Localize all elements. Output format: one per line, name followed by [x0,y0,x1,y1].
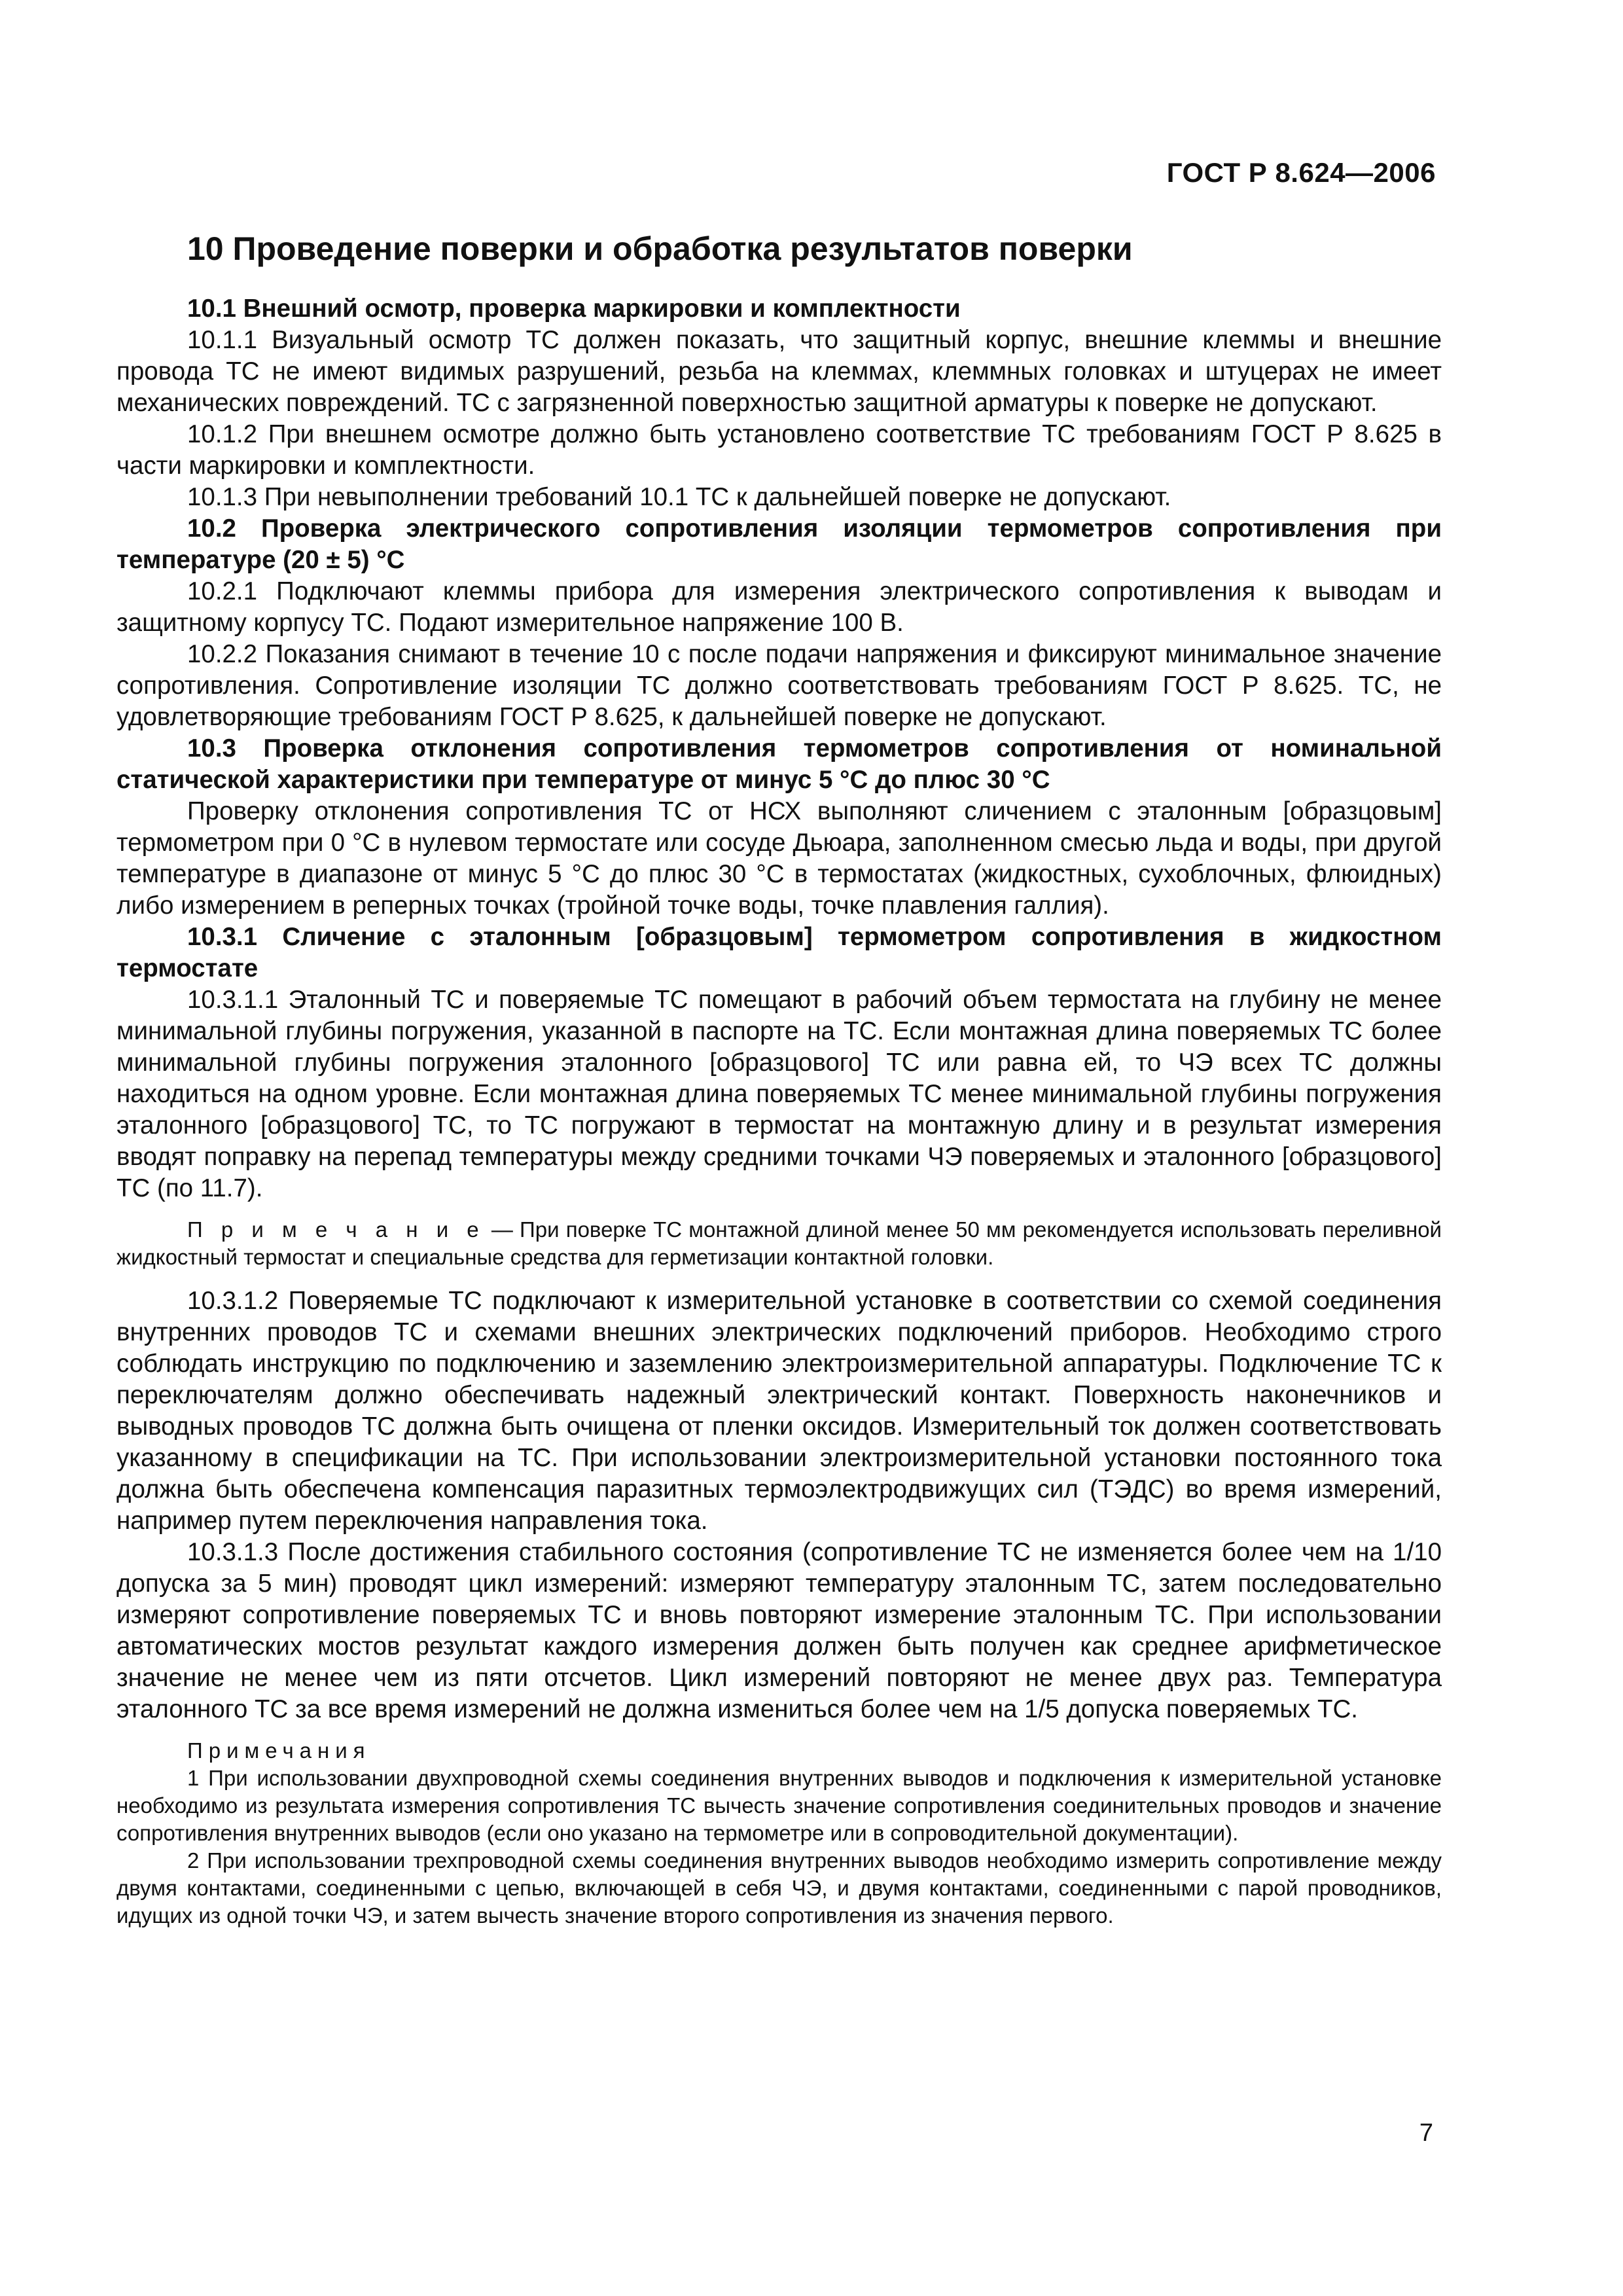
note-item-1: 1 При использовании двухпроводной схемы соединения внутренних выводов и подключения к измерительной установке необходимо из результата измерения сопротивления ТС вычесть значение сопротивления соединительных проводов и значение сопротивления внутренних выводов (если оно указано на термометре или в сопроводительной документации). [116,1766,1442,1845]
paragraph-10-3: Проверку отклонения сопротивления ТС от НСХ выполняют сличением с эталонным [образцовым] термометром при 0 °С в нулевом термостате или сосуде Дьюара, заполненном смесью льда и воды, при другой температуре в диапазоне от минус 5 °С до плюс 30 °С в термостатах (жидкостных, сухоблочных, флюидных) либо измерением в реперных точках (тройной точке воды, точке плавления галлия). [116,797,1442,920]
note-block [116,1216,1442,1271]
standard-code: ГОСТ Р 8.624—2006 [1166,157,1436,188]
paragraph-10-2-2: 10.2.2 Показания снимают в течение 10 с после подачи напряжения и фиксируют минимальное значение сопротивления. Сопротивление изоляции ТС должно соответствовать требованиям ГОСТ Р 8.625. ТС, не удовлетворяющие требованиям ГОСТ Р 8.625, к дальнейшей поверке не допускают. [116,640,1442,731]
note-label: П р и м е ч а н и е [187,1217,485,1242]
paragraph-10-2-1: 10.2.1 Подключают клеммы прибора для измерения электрического сопротивления к выводам и защитному корпусу ТС. Подают измерительное напряжение 100 В. [116,577,1442,637]
page-number: 7 [1419,2119,1433,2147]
subsection-10-2-title: 10.2 Проверка электрического сопротивления изоляции термометров сопротивления при температуре (20 ± 5) °С [116,514,1442,574]
paragraph-10-3-1-1: 10.3.1.1 Эталонный ТС и поверяемые ТС помещают в рабочий объем термостата на глубину не менее минимальной глубины погружения, указанной в паспорте на ТС. Если монтажная длина поверяемых ТС более минимальной глубины погружения эталонного [образцового] ТС или равна ей, то ЧЭ всех ТС должны находиться на одном уровне. Если монтажная длина поверяемых ТС менее минимальной глубины погружения эталонного [образцового] ТС, то ТС погружают в термостат на монтажную длину и в результат измерения вводят поправку на перепад температуры между средними точками ЧЭ поверяемых и эталонного [образцового] ТС (по 11.7). [116,986,1442,1202]
note-paragraph [116,1216,1442,1271]
subsection-10-1-title: 10.1 Внешний осмотр, проверка маркировки и комплектности [187,295,961,323]
note-item-2: 2 При использовании трехпроводной схемы соединения внутренних выводов необходимо измерить сопротивление между двумя контактами, соединенными с цепью, включающей в себя ЧЭ, и двумя контактами, соединенными с парой проводников, идущих из одной точки ЧЭ, и затем вычесть значение второго сопротивления из значения первого. [116,1848,1442,1928]
notes-title: Примечания [187,1738,371,1763]
note-text: — При поверке ТС монтажной длиной менее 50 мм рекомендуется использовать переливной жидкостный термостат и специальные средства для герметизации контактной головки. [116,1217,1442,1269]
paragraph-10-1-3: 10.1.3 При невыполнении требований 10.1 ТС к дальнейшей поверке не допускают. [187,483,1171,511]
paragraph-10-3-1-2: 10.3.1.2 Поверяемые ТС подключают к измерительной установке в соответствии со схемой соединения внутренних проводов ТС и схемами внешних электрических подключений приборов. Необходимо строго соблюдать инструкцию по подключению и заземлению электроизмерительной аппаратуры. Подключение ТС к переключателям должно обеспечивать надежный электрический контакт. Поверхность наконечников и выводных проводов ТС должна быть очищена от пленки оксидов. Измерительный ток должен соответствовать указанному в спецификации на ТС. При использовании электроизмерительной установки постоянного тока должна быть обеспечена компенсация паразитных термоэлектродвижущих сил (ТЭДС) во время измерений, например путем переключения направления тока. [116,1287,1442,1535]
subsection-10-3-title: 10.3 Проверка отклонения сопротивления термометров сопротивления от номинальной статической характеристики при температуре от минус 5 °С до плюс 30 °С [116,734,1442,794]
paragraph-10-1-1: 10.1.1 Визуальный осмотр ТС должен показать, что защитный корпус, внешние клеммы и внешние провода ТС не имеют видимых разрушений, резьба на клеммах, клеммных головках и штуцерах не имеет механических повреждений. ТС с загрязненной поверхностью защитной арматуры к поверке не допускают. [116,326,1442,417]
paragraph-10-1-2: 10.1.2 При внешнем осмотре должно быть установлено соответствие ТС требованиям ГОСТ Р 8.625 в части маркировки и комплектности. [116,420,1442,480]
subsection-10-3-1-title: 10.3.1 Сличение с эталонным [образцовым] термометром сопротивления в жидкостном термостате [116,923,1442,982]
document-body [116,229,1442,1929]
section-title: 10 Проведение поверки и обработка результатов поверки [187,230,1133,267]
paragraph-10-3-1-3: 10.3.1.3 После достижения стабильного состояния (сопротивление ТС не изменяется более чем на 1/10 допуска за 5 мин) проводят цикл измерений: измеряют температуру эталонным ТС, затем последовательно измеряют сопротивление поверяемых ТС и вновь повторяют измерение эталонным ТС. При использовании автоматических мостов результат каждого измерения должен быть получен как среднее арифметическое значение не менее чем из пяти отсчетов. Цикл измерений повторяют не менее двух раз. Температура эталонного ТС за все время измерений не должна измениться более чем на 1/5 допуска поверяемых ТС. [116,1538,1442,1723]
